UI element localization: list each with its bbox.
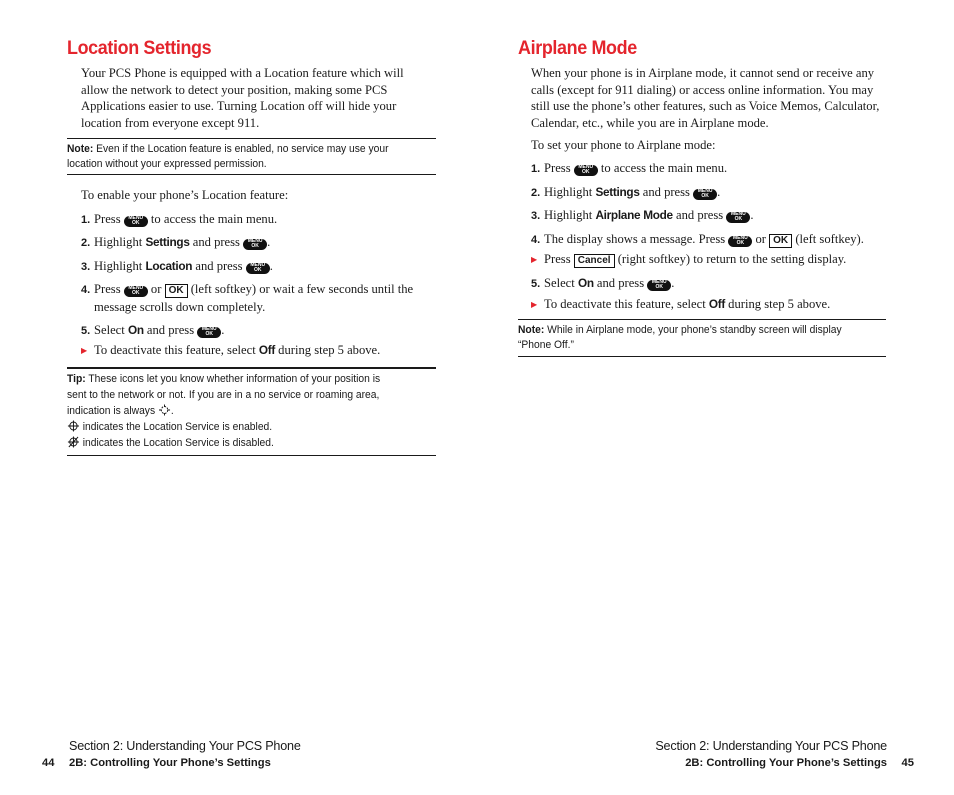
airplane-step-2: 2. Highlight Settings and press MENU OK . <box>531 185 721 199</box>
location-disabled-icon <box>67 436 80 448</box>
airplane-step-1: 1. Press MENU OK to access the main menu. <box>531 161 728 175</box>
footer-right-section: Section 2: Understanding Your PCS Phone <box>655 739 887 753</box>
menu-ok-key-icon: MENU OK <box>647 280 671 291</box>
note-text: Even if the Location feature is enabled, no service may use your <box>96 143 389 155</box>
step-3: 3. Highlight Location and press MENU OK . <box>81 259 273 273</box>
arrow-bullet-icon: ▶ <box>81 346 88 355</box>
menu-ok-key-icon: MENU OK <box>574 165 598 176</box>
step-5: 5. Select On and press MENU OK . <box>81 323 225 337</box>
note-label: Note: <box>67 143 94 155</box>
footer-left-page-number: 44 <box>42 757 55 769</box>
menu-ok-key-icon: MENU OK <box>124 216 148 227</box>
footer-right-subtitle: 2B: Controlling Your Phone’s Settings <box>685 757 887 769</box>
location-enabled-icon <box>67 420 80 432</box>
arrow-bullet-icon: ▶ <box>531 255 538 264</box>
arrow-bullet-icon: ▶ <box>531 300 538 309</box>
page-title-location-settings: Location Settings <box>67 37 212 59</box>
footer-right-page-number: 45 <box>901 757 914 769</box>
ok-softkey-icon: OK <box>165 284 188 298</box>
location-tip: Tip: These icons let you know whether information of your position is sent to the network or not. If you are in a no service or roaming area, indication is always . indicates the Location Service is enabled. indicates the Location Service is disabled. <box>67 367 436 456</box>
menu-ok-key-icon: MENU OK <box>693 189 717 200</box>
airplane-step-4: 4. The display shows a message. Press MENU OK or OK (left softkey). <box>531 232 864 246</box>
note-text-cont: location without your expressed permission. <box>67 158 267 170</box>
step-4: 4. Press MENU OK or OK (left softkey) or wait a few seconds until the message scrolls down completely. <box>81 282 414 314</box>
menu-ok-key-icon: MENU OK <box>124 286 148 297</box>
set-intro: To set your phone to Airplane mode: <box>531 138 716 152</box>
airplane-step-5: 5. Select On and press MENU OK . <box>531 276 675 290</box>
menu-ok-key-icon: MENU OK <box>246 263 270 274</box>
menu-ok-key-icon: MENU OK <box>726 212 750 223</box>
airplane-step-3: 3. Highlight Airplane Mode and press MENU OK . <box>531 208 754 222</box>
airplane-intro: When your phone is in Airplane mode, it cannot send or receive any calls (except for 911 dialing) or access online information. You may still use the phone’s other features, such as Voice Memos, Calculator, Calendar, etc., while you are in Airplane mode. <box>531 66 880 130</box>
footer-left-subtitle: 2B: Controlling Your Phone’s Settings <box>69 757 271 769</box>
cancel-softkey-icon: Cancel <box>574 254 615 268</box>
footer-left-section: Section 2: Understanding Your PCS Phone <box>69 739 301 753</box>
ok-softkey-icon: OK <box>769 234 792 248</box>
tip-label: Tip: <box>67 373 86 385</box>
deactivate-hint: ▶ To deactivate this feature, select Off during step 5 above. <box>81 342 380 360</box>
location-intro: Your PCS Phone is equipped with a Location feature which will allow the network to detect your position, making some PCS Applications easier to use. Turning Location off will hide your location from everyone except 911. <box>81 66 404 130</box>
airplane-note: Note: While in Airplane mode, your phone’s standby screen will display “Phone Off.” <box>518 319 886 357</box>
location-searching-icon <box>158 404 171 416</box>
enable-intro: To enable your phone’s Location feature: <box>81 188 289 202</box>
page-title-airplane-mode: Airplane Mode <box>518 37 637 59</box>
step-2: 2. Highlight Settings and press MENU OK . <box>81 235 271 249</box>
note-label: Note: <box>518 324 545 336</box>
step-1: 1. Press MENU OK to access the main menu. <box>81 212 278 226</box>
airplane-deactivate-hint: ▶ To deactivate this feature, select Off during step 5 above. <box>531 296 830 314</box>
menu-ok-key-icon: MENU OK <box>728 236 752 247</box>
cancel-hint: ▶ Press Cancel (right softkey) to return to the setting display. <box>531 251 846 269</box>
menu-ok-key-icon: MENU OK <box>197 327 221 338</box>
location-note <box>67 138 436 175</box>
menu-ok-key-icon: MENU OK <box>243 239 267 250</box>
